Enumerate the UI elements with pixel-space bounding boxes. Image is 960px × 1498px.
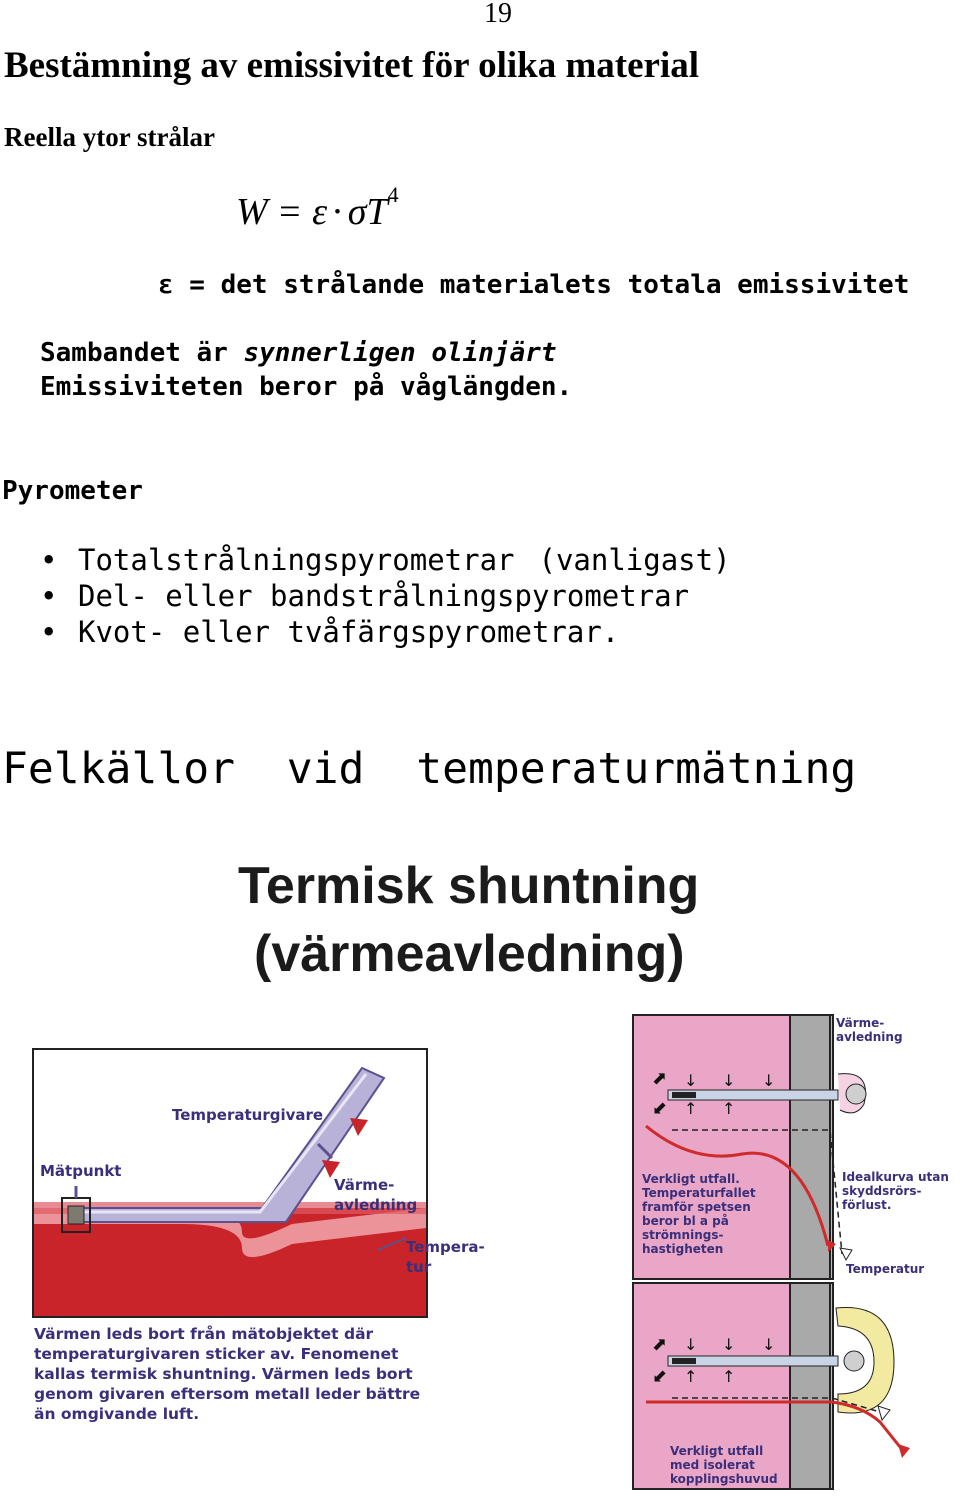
list-item-note: (vanligast): [538, 543, 731, 577]
bullet-icon: •: [40, 543, 58, 577]
svg-text:↓: ↓: [684, 1071, 698, 1090]
label-line: strömnings-: [642, 1228, 724, 1242]
svg-text:⬈: ⬈: [652, 1334, 668, 1355]
label-temperature-sensor: Temperaturgivare: [172, 1106, 324, 1124]
relation-line: [40, 338, 557, 368]
label-temperature-right: Temperatur: [846, 1262, 925, 1276]
wavelength-line: Emissiviteten beror på våglängden.: [40, 372, 573, 402]
label-line: kopplingshuvud: [670, 1472, 778, 1486]
caption-line: än omgivande luft.: [34, 1405, 200, 1423]
page-number: 19: [484, 0, 512, 29]
svg-text:↑: ↑: [684, 1367, 698, 1386]
pyrometer-list: [0, 542, 760, 650]
svg-text:⬋: ⬋: [652, 1098, 668, 1119]
svg-text:↑: ↑: [722, 1099, 736, 1118]
svg-text:⬈: ⬈: [652, 1068, 668, 1089]
pyrometer-title: Pyrometer: [2, 476, 143, 506]
label-actual-outcome: [642, 1172, 756, 1256]
formula-sigma: σ: [347, 191, 367, 233]
caption-line: kallas termisk shuntning. Värmen leds bort: [34, 1365, 413, 1383]
label-measure-point: Mätpunkt: [40, 1162, 122, 1180]
figure-title-line2: (värmeavledning): [254, 925, 685, 983]
label-actual-insulated: [670, 1444, 778, 1486]
svg-text:↓: ↓: [762, 1071, 776, 1090]
left-caption: [34, 1324, 474, 1424]
page-title: Bestämning av emissivitet för olika material: [4, 45, 700, 86]
label-heat-transfer-right-1: Värme-: [836, 1016, 885, 1030]
list-item: [0, 578, 760, 614]
label-line: Verkligt utfall.: [642, 1172, 740, 1186]
caption-line: genom givaren eftersom metall leder bättre: [34, 1385, 421, 1403]
svg-text:⬋: ⬋: [652, 1366, 668, 1387]
figure-title-line1: Termisk shuntning: [238, 857, 700, 915]
relation-emphasis: synnerligen olinjärt: [243, 338, 557, 368]
label-heat-transfer-right-2: avledning: [836, 1030, 903, 1044]
label-temperature-2: tur: [406, 1258, 432, 1276]
bullet-icon: •: [40, 579, 58, 613]
svg-text:↓: ↓: [762, 1335, 776, 1354]
label-heat-transfer-1: Värme-: [334, 1176, 395, 1194]
svg-text:↓: ↓: [684, 1335, 698, 1354]
emission-formula: [236, 182, 399, 234]
list-item-text: Del- eller bandstrålningspyrometrar: [78, 579, 690, 613]
label-heat-transfer-2: avledning: [334, 1196, 418, 1214]
error-sources-heading: Felkällor vid temperaturmätning: [2, 744, 857, 794]
caption-line: temperaturgivaren sticker av. Fenomenet: [34, 1345, 399, 1363]
svg-text:↓: ↓: [722, 1071, 736, 1090]
formula-epsilon: ε: [312, 191, 328, 233]
relation-prefix: Sambandet är: [40, 338, 228, 368]
label-line: skyddsrörs-: [842, 1184, 922, 1198]
label-line: med isolerat: [670, 1458, 755, 1472]
left-illustration: [32, 1048, 485, 1318]
svg-text:↑: ↑: [722, 1367, 736, 1386]
formula-exponent: 4: [387, 182, 399, 208]
list-item-text: Kvot- eller tvåfärgspyrometrar.: [78, 615, 620, 649]
list-item-text: Totalstrålningspyrometrar: [78, 543, 515, 577]
label-ideal-curve: [842, 1170, 949, 1212]
svg-text:↓: ↓: [722, 1335, 736, 1354]
label-line: hastigheten: [642, 1242, 724, 1256]
caption-line: Värmen leds bort från mätobjektet där: [34, 1325, 374, 1343]
label-line: Verkligt utfall: [670, 1444, 764, 1458]
formula-equals: =: [279, 191, 301, 233]
subheading: Reella ytor strålar: [4, 122, 215, 152]
epsilon-definition: ε = det strålande materialets totala emissivitet: [158, 270, 910, 300]
label-line: förlust.: [842, 1198, 892, 1212]
formula-t: T: [366, 191, 388, 233]
right-top-illustration: [632, 1014, 960, 1280]
label-line: Idealkurva utan: [842, 1170, 949, 1184]
formula-w: W: [236, 191, 268, 233]
list-item: [0, 614, 760, 650]
bullet-icon: •: [40, 615, 58, 649]
label-temperature-1: Tempera-: [406, 1238, 485, 1256]
formula-dot: ·: [331, 191, 344, 233]
svg-text:↑: ↑: [684, 1099, 698, 1118]
label-line: framför spetsen: [642, 1200, 751, 1214]
label-line: Temperaturfallet: [642, 1186, 756, 1200]
label-line: beror bl a på: [642, 1214, 729, 1228]
list-item: [0, 542, 760, 578]
right-bottom-illustration: [632, 1282, 960, 1492]
